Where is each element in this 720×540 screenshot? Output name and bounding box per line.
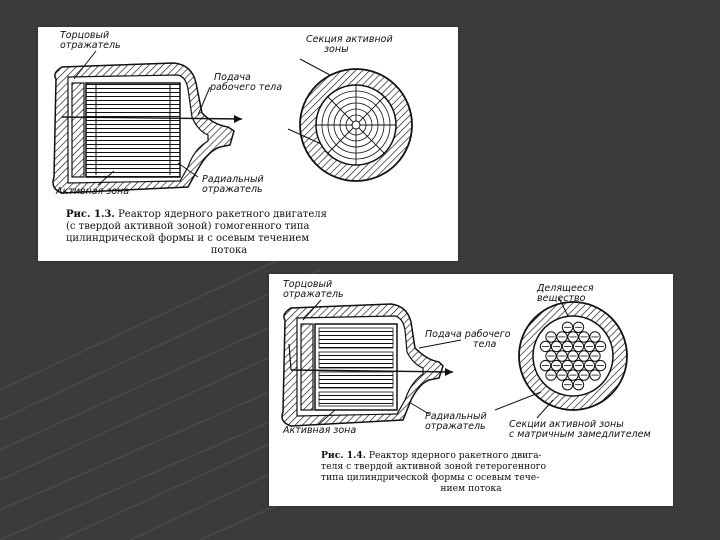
label-core: Активная зона	[283, 425, 357, 436]
label-core: Активная зона	[56, 186, 130, 197]
figure-2-heterogeneous-reactor	[269, 274, 673, 506]
label-propellant-feed: Подача рабочего тела	[210, 72, 283, 93]
label-end-reflector: Торцовый отражатель	[60, 30, 121, 51]
label-end-reflector: Торцовый отражатель	[283, 279, 344, 300]
figure-2-number: Рис. 1.4.	[321, 450, 366, 461]
label-propellant-feed: Подача рабочего тела	[425, 329, 511, 350]
figure-1-homogeneous-reactor	[38, 27, 458, 261]
label-radial-reflector: Радиальный отражатель	[425, 411, 487, 432]
label-radial-reflector: Радиальный отражатель	[202, 174, 264, 195]
figure-1-caption: Рис. 1.3. Реактор ядерного ракетного двигателя (с твердой активной зоной) гомогенного типа цилиндрической формы и с осевым течением потока	[66, 209, 327, 256]
label-core-section: Секция активной зоны	[306, 34, 393, 55]
figure-1-number: Рис. 1.3.	[66, 209, 115, 220]
label-core-sections: Секции активной зоны с матричным замедлителем	[509, 419, 651, 440]
fuel-element-grid	[540, 322, 605, 390]
figure-2-caption: Рис. 1.4. Реактор ядерного ракетного двига- теля с твердой активной зоной гетерогенного типа цилиндрической формы с осевым тече- нием потока	[321, 450, 547, 494]
label-fissile-material: Делящееся вещество	[537, 283, 594, 304]
